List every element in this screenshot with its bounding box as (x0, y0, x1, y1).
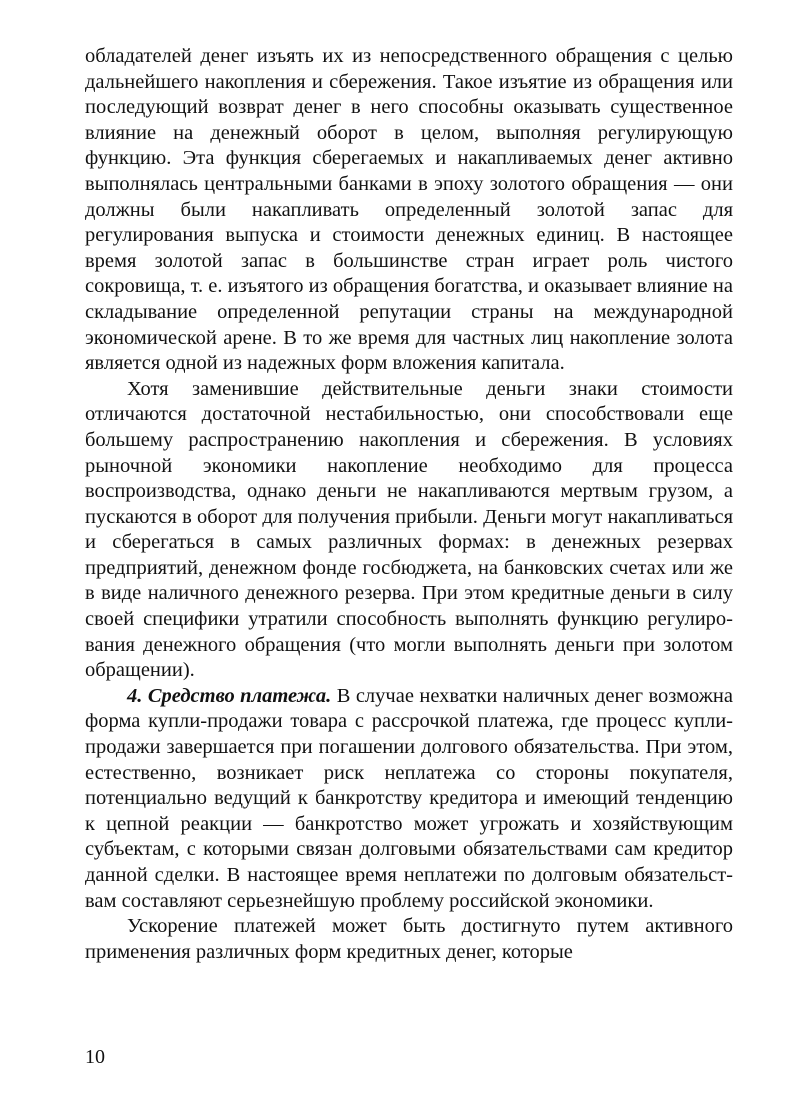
paragraph-continuation: обладателей денег изъять их из непосредственного обращения с целью дальнейшего накопления и сбережения. Такое изъятие из обращения или последующий возврат денег в него способны оказывать существенное влияние на денежный оборот в целом, выполняя регулирующую функцию. Эта функция сберегаемых и накапливаемых денег активно выполнялась центральными банками в эпоху золотого обращения — они должны были накапливать определенный золотой запас для регулирования выпуска и стоимости денежных единиц. В настоящее время золотой запас в большинстве стран играет роль чистого сокровища, т. е. изъятого из обращения богатства, и оказывает влияние на складывание определенной репутации страны на международной экономической арене. В то же время для частных лиц накопление золота является одной из надежных форм вложения капитала. (85, 45, 733, 375)
paragraph-payment-acceleration: Ускорение платежей может быть достигнуто путем активного применения различных форм кредитных денег, которые (85, 915, 733, 963)
page-number: 10 (85, 1046, 105, 1068)
section-heading-means-of-payment: 4. Средство платежа. (127, 684, 332, 707)
paragraph-means-of-payment (85, 684, 733, 914)
paragraph-means-of-payment-body: В случае нехватки наличных денег возможна форма купли-продажи товара с рассрочкой платежа, где процесс купли-продажи завершается при погашении долгового обязательства. При этом, естественно, возникает риск неплатежа со стороны покупателя, потенциально ведущий к банкротству кредитора и имеющий тенденцию к цепной реакции — банкротство может угрожать и хозяйствующим субъектам, с которыми связан долговыми обязательствами сам кредитор данной сделки. В настоящее время неплатежи по долговым обязательствам составляют серьезнейшую проблему российской экономики. (85, 684, 733, 912)
paragraph-hoarding: Хотя заменившие действительные деньги знаки стоимости отличаются достаточной нестабильностью, они способствовали еще большему распространению накопления и сбережения. В условиях рыночной экономики накопление необходимо для процесса воспроизводства, однако деньги не накапливаются мертвым грузом, а пускаются в оборот для получения прибыли. Деньги могут накапливаться и сберегаться в самых различных формах: в денежных резервах предприятий, денежном фонде госбюджета, на банковских счетах или же в виде наличного денежного резерва. При этом кредитные деньги в силу своей специфики утратили способность выполнять функцию регулирования денежного обращения (что могли выполнять деньги при золотом обращении). (85, 377, 733, 682)
document-page (85, 44, 733, 965)
